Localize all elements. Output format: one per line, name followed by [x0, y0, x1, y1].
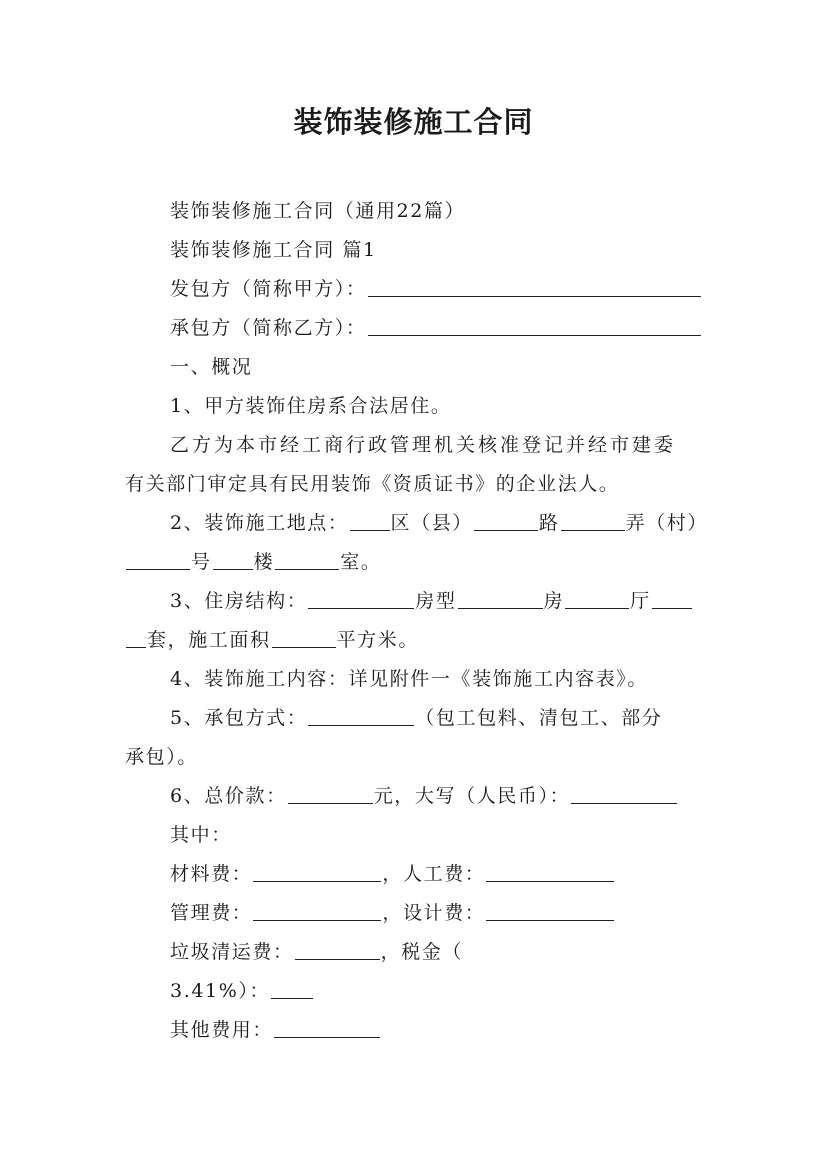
room-type-blank — [458, 588, 543, 609]
labor-fee-label: ，人工费： — [382, 863, 486, 885]
structure-blank — [308, 588, 414, 609]
item-2-line-1 — [125, 508, 708, 538]
contract-mode-options: （包工包料、清包工、部分 — [415, 707, 663, 729]
party-b-line — [125, 313, 705, 343]
fee-line-3 — [125, 937, 705, 967]
management-fee-blank — [253, 900, 381, 921]
item-3-line-1 — [125, 586, 705, 616]
lane-label: 弄（村） — [625, 512, 708, 534]
party-a-label: 发包方（简称甲方）： — [170, 278, 367, 300]
design-fee-label: ，设计费： — [382, 902, 486, 924]
material-fee-label: 材料费： — [170, 863, 253, 885]
party-b-blank — [368, 315, 701, 336]
room-type-label: 房型 — [415, 590, 457, 612]
party-b-label: 承包方（简称乙方）： — [170, 317, 367, 339]
item-2-label: 2、装饰施工地点： — [170, 512, 349, 534]
total-uppercase-label: 元，大写（人民币）： — [373, 785, 571, 807]
total-uppercase-blank — [571, 783, 677, 804]
contract-heading: 装饰装修施工合同 篇1 — [170, 239, 377, 261]
design-fee-blank — [486, 900, 614, 921]
suites-blank-a — [652, 588, 692, 609]
tax-rate: 3.41%）： — [170, 980, 271, 1002]
item-5-line-1 — [125, 703, 705, 733]
fee-line-5 — [125, 1015, 705, 1045]
road-label: 路 — [538, 512, 560, 534]
labor-fee-blank — [486, 861, 614, 882]
other-fee-blank — [274, 1017, 380, 1038]
material-fee-blank — [253, 861, 381, 882]
building-label: 楼 — [253, 551, 275, 573]
fee-line-4 — [125, 976, 705, 1006]
item-6-line — [125, 781, 705, 811]
rooms-label: 房 — [543, 590, 565, 612]
management-fee-label: 管理费： — [170, 902, 253, 924]
item-5-line-2: 承包）。 — [125, 746, 198, 768]
garbage-fee-label: 垃圾清运费： — [170, 941, 294, 963]
room-blank — [275, 549, 339, 570]
total-price-blank — [288, 783, 373, 804]
section-overview: 一、概况 — [170, 356, 253, 378]
item-6-label: 6、总价款： — [170, 785, 287, 807]
fee-line-2 — [125, 898, 705, 928]
district-blank — [350, 510, 390, 531]
halls-blank — [565, 588, 629, 609]
item-3-label: 3、住房结构： — [170, 590, 308, 612]
other-fee-label: 其他费用： — [170, 1019, 274, 1041]
item-5-label: 5、承包方式： — [170, 707, 308, 729]
party-a-blank — [368, 276, 701, 297]
party-a-line — [125, 274, 705, 304]
building-blank — [213, 549, 253, 570]
item-1: 1、甲方装饰住房系合法居住。 — [170, 395, 452, 417]
para-1-line-2: 有关部门审定具有民用装饰《资质证书》的企业法人。 — [125, 473, 620, 495]
contract-mode-blank — [308, 705, 414, 726]
suites-blank-b — [126, 627, 146, 648]
room-label: 室。 — [340, 551, 382, 573]
road-blank — [474, 510, 538, 531]
document-title: 装饰装修施工合同 — [293, 105, 534, 139]
area-label: 套，施工面积 — [147, 629, 271, 651]
area-blank — [272, 627, 336, 648]
subtitle: 装饰装修施工合同（通用22篇） — [170, 200, 466, 222]
item-2-line-2 — [125, 547, 705, 577]
lane-blank — [561, 510, 625, 531]
item-4: 4、装饰施工内容：详见附件一《装饰施工内容表》。 — [170, 668, 648, 690]
number-blank — [126, 549, 190, 570]
item-3-line-2 — [125, 625, 705, 655]
para-1-line-1: 乙方为本市经工商行政管理机关核准登记并经市建委 — [170, 434, 677, 456]
number-label: 号 — [191, 551, 212, 573]
fee-line-1 — [125, 859, 705, 889]
district-label: 区（县） — [390, 512, 473, 534]
tax-label: ，税金（ — [380, 941, 464, 963]
garbage-fee-blank — [295, 939, 380, 960]
among-label: 其中： — [170, 824, 232, 846]
tax-blank — [271, 978, 313, 999]
halls-label: 厅 — [630, 590, 651, 612]
area-unit: 平方米。 — [336, 629, 420, 651]
